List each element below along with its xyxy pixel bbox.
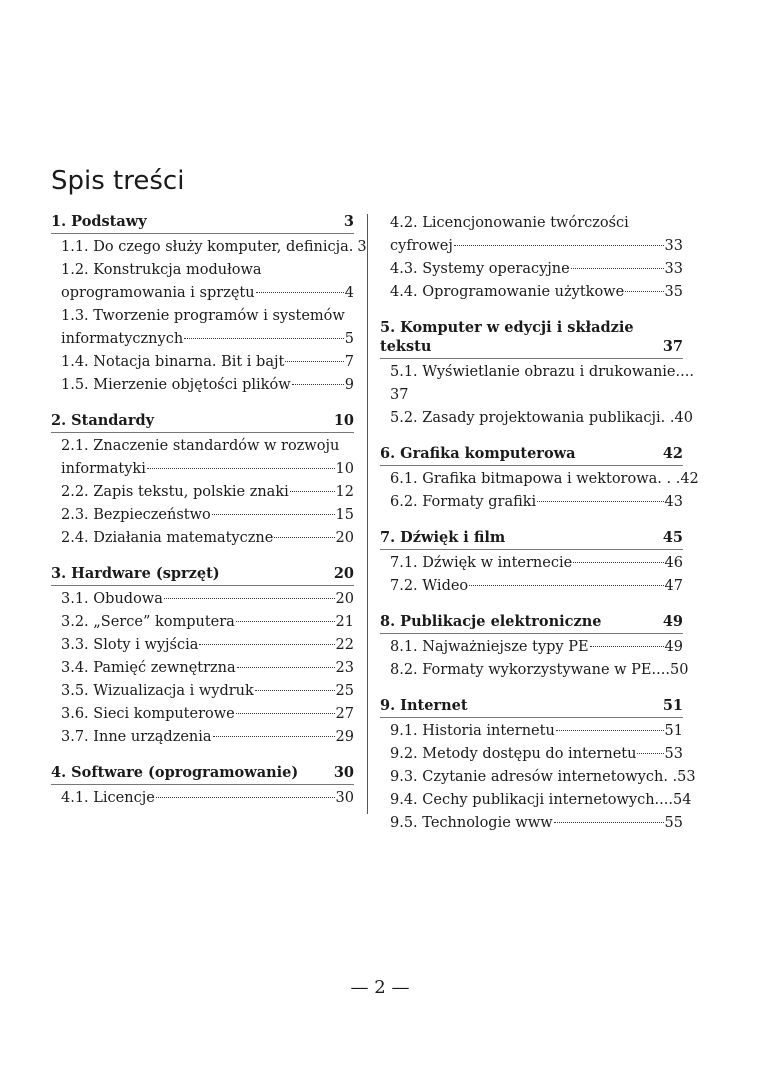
toc-entry[interactable] bbox=[380, 468, 699, 491]
toc-entry[interactable] bbox=[380, 361, 694, 384]
dot-leader bbox=[236, 621, 335, 622]
entry-page: 12 bbox=[335, 484, 354, 500]
entry-text: 9.4. Cechy publikacji internetowych.... bbox=[390, 792, 673, 808]
entry-text: 3.7. Inne urządzenia bbox=[61, 729, 212, 745]
entry-page: 29 bbox=[335, 729, 354, 745]
dot-leader bbox=[625, 291, 663, 292]
dot-leader bbox=[454, 245, 664, 246]
entry-page: 37 bbox=[390, 387, 409, 403]
toc-chapter-2[interactable] bbox=[51, 411, 354, 433]
dot-leader bbox=[156, 797, 335, 798]
entry-page: 9 bbox=[344, 377, 354, 393]
chapter-title: 5. Komputer w edycji i składzie bbox=[380, 319, 634, 336]
dot-leader bbox=[164, 598, 335, 599]
entry-text: 6.2. Formaty grafiki bbox=[390, 494, 537, 510]
dot-leader bbox=[469, 585, 663, 586]
toc-entry[interactable] bbox=[51, 481, 354, 504]
toc-entry[interactable] bbox=[51, 611, 354, 634]
chapter-title: 7. Dźwięk i film bbox=[380, 529, 506, 546]
entry-text: 3.3. Sloty i wyjścia bbox=[61, 637, 199, 653]
toc-column-right bbox=[380, 212, 699, 835]
entry-page: 33 bbox=[664, 261, 683, 277]
entry-text: cyfrowej bbox=[390, 238, 453, 254]
toc-entry[interactable] bbox=[380, 552, 683, 575]
dot-leader bbox=[255, 690, 335, 691]
entry-page: 40 bbox=[674, 410, 693, 426]
entry-page: 20 bbox=[335, 530, 354, 546]
chapter-page: 10 bbox=[333, 412, 354, 429]
entry-page: 33 bbox=[664, 238, 683, 254]
toc-entry[interactable] bbox=[51, 351, 354, 374]
entry-page: 15 bbox=[335, 507, 354, 523]
dot-leader bbox=[212, 514, 335, 515]
entry-text: 6.1. Grafika bitmapowa i wektorowa. . . bbox=[390, 471, 681, 487]
entry-page: 25 bbox=[335, 683, 354, 699]
entry-text: 2.2. Zapis tekstu, polskie znaki bbox=[61, 484, 289, 500]
page-number: — 2 — bbox=[350, 977, 410, 998]
toc-entry[interactable] bbox=[380, 743, 683, 766]
entry-text: 5.2. Zasady projektowania publikacji. . bbox=[390, 410, 675, 426]
chapter-page: 20 bbox=[333, 565, 354, 582]
toc-entry[interactable] bbox=[51, 435, 354, 458]
toc-entry[interactable] bbox=[380, 659, 689, 682]
entry-page: 4 bbox=[344, 285, 354, 301]
entry-text: 4.2. Licencjonowanie twórczości bbox=[390, 215, 629, 231]
dot-leader bbox=[571, 268, 664, 269]
dot-leader bbox=[199, 644, 334, 645]
entry-page: 50 bbox=[669, 662, 689, 678]
entry-page: 3 bbox=[357, 239, 367, 255]
entry-text: 1.5. Mierzenie objętości plików bbox=[61, 377, 291, 393]
entry-text: 1.1. Do czego służy komputer, definicja. bbox=[61, 239, 354, 255]
toc-chapter-5[interactable] bbox=[380, 318, 683, 359]
chapter-title: 1. Podstawy bbox=[51, 213, 147, 230]
page-title: Spis treści bbox=[51, 166, 185, 196]
toc-entry-continuation[interactable] bbox=[380, 384, 683, 407]
toc-entry[interactable] bbox=[380, 212, 683, 235]
entry-text: 9.1. Historia internetu bbox=[390, 723, 555, 739]
entry-page: 23 bbox=[335, 660, 354, 676]
toc-entry[interactable] bbox=[380, 766, 696, 789]
toc-entry[interactable] bbox=[51, 634, 354, 657]
entry-page: 47 bbox=[664, 578, 683, 594]
entry-text: 3.6. Sieci komputerowe bbox=[61, 706, 235, 722]
toc-entry[interactable] bbox=[380, 281, 683, 304]
dot-leader bbox=[556, 730, 664, 731]
entry-text: 9.2. Metody dostępu do internetu bbox=[390, 746, 637, 762]
chapter-title: 8. Publikacje elektroniczne bbox=[380, 613, 602, 630]
entry-page: 7 bbox=[344, 354, 354, 370]
chapter-title: 9. Internet bbox=[380, 697, 468, 714]
entry-text: informatycznych bbox=[61, 331, 184, 347]
column-divider bbox=[367, 214, 368, 814]
toc-chapter-1[interactable] bbox=[51, 212, 354, 234]
chapter-page: 3 bbox=[343, 213, 354, 230]
entry-text: 3.5. Wizualizacja i wydruk bbox=[61, 683, 254, 699]
entry-page: 46 bbox=[664, 555, 683, 571]
entry-page: 22 bbox=[335, 637, 354, 653]
entry-page: 5 bbox=[344, 331, 354, 347]
entry-page: 20 bbox=[335, 591, 354, 607]
entry-text: 3.4. Pamięć zewnętrzna bbox=[61, 660, 236, 676]
chapter-page: 49 bbox=[662, 613, 683, 630]
entry-page: 51 bbox=[664, 723, 683, 739]
entry-page: 42 bbox=[680, 471, 699, 487]
toc-entry-continuation[interactable] bbox=[51, 282, 354, 305]
entry-text: oprogramowania i sprzętu bbox=[61, 285, 255, 301]
entry-text: 4.1. Licencje bbox=[61, 790, 155, 806]
dot-leader bbox=[637, 753, 663, 754]
toc-entry[interactable] bbox=[51, 588, 354, 611]
dot-leader bbox=[537, 501, 663, 502]
toc-entry-continuation[interactable] bbox=[51, 328, 354, 351]
entry-text: 3.2. „Serce” komputera bbox=[61, 614, 235, 630]
toc-column-left bbox=[51, 212, 367, 810]
toc-entry[interactable] bbox=[51, 703, 354, 726]
toc-entry[interactable] bbox=[51, 527, 354, 550]
dot-leader bbox=[213, 736, 335, 737]
toc-entry[interactable] bbox=[380, 258, 683, 281]
entry-text: 2.4. Działania matematyczne bbox=[61, 530, 274, 546]
toc-entry[interactable] bbox=[51, 657, 354, 680]
toc-entry[interactable] bbox=[51, 374, 354, 397]
toc-chapter-8[interactable] bbox=[380, 612, 683, 634]
dot-leader bbox=[590, 646, 664, 647]
entry-page: 53 bbox=[677, 769, 696, 785]
toc-entry[interactable] bbox=[380, 575, 683, 598]
toc-entry[interactable] bbox=[380, 407, 693, 430]
dot-leader bbox=[285, 361, 343, 362]
toc-entry[interactable] bbox=[51, 680, 354, 703]
dot-leader bbox=[256, 292, 344, 293]
entry-page: 35 bbox=[664, 284, 683, 300]
toc-entry[interactable] bbox=[51, 787, 354, 810]
toc-entry-continuation[interactable] bbox=[380, 235, 683, 258]
toc-entry[interactable] bbox=[51, 726, 354, 749]
entry-page: 10 bbox=[335, 461, 354, 477]
toc-chapter-7[interactable] bbox=[380, 528, 683, 550]
dot-leader bbox=[274, 537, 334, 538]
toc-entry[interactable] bbox=[51, 259, 354, 282]
chapter-title: 4. Software (oprogramowanie) bbox=[51, 764, 299, 781]
chapter-title: 3. Hardware (sprzęt) bbox=[51, 565, 220, 582]
toc-chapter-4[interactable] bbox=[51, 763, 354, 785]
toc-entry[interactable] bbox=[51, 305, 354, 328]
entry-page: 43 bbox=[664, 494, 683, 510]
entry-text: 4.3. Systemy operacyjne bbox=[390, 261, 570, 277]
entry-text: 7.1. Dźwięk w internecie bbox=[390, 555, 573, 571]
chapter-page: 30 bbox=[333, 764, 354, 781]
entry-text: 8.1. Najważniejsze typy PE bbox=[390, 639, 589, 655]
toc-entry[interactable] bbox=[380, 491, 683, 514]
toc-chapter-9[interactable] bbox=[380, 696, 683, 718]
entry-page: 21 bbox=[335, 614, 354, 630]
entry-text: 9.3. Czytanie adresów internetowych. . bbox=[390, 769, 678, 785]
chapter-title: 2. Standardy bbox=[51, 412, 155, 429]
entry-text: 2.1. Znaczenie standardów w rozwoju bbox=[61, 438, 340, 454]
entry-page: 30 bbox=[335, 790, 354, 806]
dot-leader bbox=[184, 338, 344, 339]
toc-entry[interactable] bbox=[380, 812, 683, 835]
toc-entry[interactable] bbox=[51, 504, 354, 527]
entry-text: 1.2. Konstrukcja modułowa bbox=[61, 262, 262, 278]
toc-entry[interactable] bbox=[51, 236, 367, 259]
dot-leader bbox=[573, 562, 663, 563]
chapter-page: 51 bbox=[662, 697, 683, 714]
toc-entry[interactable] bbox=[380, 789, 692, 812]
entry-text: 1.4. Notacja binarna. Bit i bajt bbox=[61, 354, 285, 370]
entry-page: 49 bbox=[664, 639, 683, 655]
toc-entry[interactable] bbox=[380, 636, 683, 659]
entry-text: informatyki bbox=[61, 461, 146, 477]
entry-text: 7.2. Wideo bbox=[390, 578, 469, 594]
chapter-title: 6. Grafika komputerowa bbox=[380, 445, 576, 462]
toc-entry-continuation[interactable] bbox=[51, 458, 354, 481]
toc-entry[interactable] bbox=[380, 720, 683, 743]
entry-text: 4.4. Oprogramowanie użytkowe bbox=[390, 284, 625, 300]
entry-page: 53 bbox=[664, 746, 683, 762]
entry-text: 8.2. Formaty wykorzystywane w PE.... bbox=[390, 662, 670, 678]
chapter-page: 45 bbox=[662, 529, 683, 546]
dot-leader bbox=[290, 491, 335, 492]
chapter-page: 42 bbox=[662, 445, 683, 462]
toc-chapter-3[interactable] bbox=[51, 564, 354, 586]
dot-leader bbox=[292, 384, 344, 385]
dot-leader bbox=[147, 468, 335, 469]
entry-page: 54 bbox=[672, 792, 692, 808]
entry-page: 55 bbox=[664, 815, 683, 831]
toc-chapter-6[interactable] bbox=[380, 444, 683, 466]
entry-text: 2.3. Bezpieczeństwo bbox=[61, 507, 211, 523]
chapter-title-continuation: tekstu bbox=[380, 338, 432, 355]
entry-text: 9.5. Technologie www bbox=[390, 815, 553, 831]
entry-page: 27 bbox=[335, 706, 354, 722]
entry-text: 1.3. Tworzenie programów i systemów bbox=[61, 308, 345, 324]
dot-leader bbox=[237, 667, 335, 668]
dot-leader bbox=[554, 822, 664, 823]
dot-leader bbox=[236, 713, 335, 714]
chapter-page: 37 bbox=[662, 338, 683, 355]
entry-text: 3.1. Obudowa bbox=[61, 591, 163, 607]
entry-text: 5.1. Wyświetlanie obrazu i drukowanie.... bbox=[390, 364, 694, 380]
